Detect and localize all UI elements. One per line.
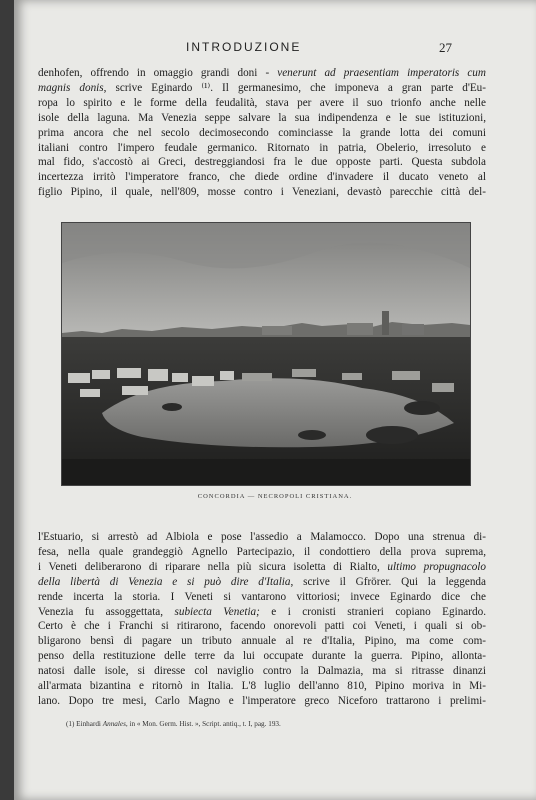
text-line: ropa lo spirito e le forme della feudalità, stava per avere il suo trionfo anche nelle — [38, 96, 486, 109]
text-line: lano. Dopo tre mesi, Carlo Magno e l'imperatore greco Niceforo trattarono i prelimi- — [38, 694, 486, 707]
text-line: all'armata bizantina e ritornò in Italia. L'8 luglio dell'anno 810, Pipino moriva in Mi- — [38, 680, 486, 693]
text-line: mal fido, s'accostò ai Greci, destreggiandosi fra le due opposte parti. Questa subdola — [38, 156, 486, 169]
paragraph-top — [38, 66, 486, 200]
text-line: i Veneti deliberarono di riparare nella più sicura isoletta di Rialto, ultimo propugnacolo — [38, 560, 486, 573]
photograph-image — [62, 223, 470, 485]
text-line: bligarono bensì di pagare un tributo annuale al re d'Italia, Pipino, ma come com- — [38, 635, 486, 648]
text-line: figlio Pipino, il quale, nell'809, mosse contro i Veneziani, devastò parecchie città del- — [38, 186, 486, 199]
text-line: denhofen, offrendo in omaggio grandi doni - venerunt ad praesentiam imperatoris cum — [38, 67, 486, 79]
text-line: Venezia fu assoggettata, subiecta Venetia; e i cronisti stranieri copiano Eginardo. — [38, 605, 486, 618]
text-line: incertezza irritò l'imperatore franco, che diede ordine d'invadere il ducato veneto al — [38, 171, 486, 184]
book-page — [14, 0, 536, 800]
paragraph-bottom — [38, 530, 486, 709]
text-line: natosi dalle isole, si diresse col naviglio contro la Dalmazia, ma si ritrasse dinanzi — [38, 665, 486, 678]
text-line: fesa, nella quale grandeggiò Agnello Partecipazio, il condottiero della prova suprema, — [38, 545, 486, 558]
text-line: Certo è che i Franchi si ritirarono, facendo onorevoli patti coi Veneti, i quali si ob- — [38, 620, 486, 633]
figure-caption: CONCORDIA — NECROPOLI CRISTIANA. — [197, 493, 353, 500]
page-number: 27 — [439, 40, 452, 55]
text-line: magnis donis, scrive Eginardo ⁽¹⁾. Il germanesimo, che imponeva a gran parte d'Eu- — [38, 81, 486, 94]
text-line: rende incerta la storia. I Veneti si vantarono vittoriosi; invece Eginardo dice che — [38, 590, 486, 603]
text-line: prima ancora che nel secolo decimosecondo cominciasse la grande lotta dei comuni — [38, 126, 486, 139]
necropolis-photograph — [61, 222, 471, 486]
text-line: l'Estuario, si arrestò ad Albiola e pose l'assedio a Malamocco. Dopo una strenua di- — [38, 531, 486, 543]
running-header — [14, 40, 536, 58]
text-line: isole della laguna. Ma Venezia seppe salvare la sua indipendenza e le sue istituzioni, — [38, 111, 486, 124]
text-line: italiani contro l'impero feudale germanico. Ritornato in patria, Obelerio, irresoluto e — [38, 141, 486, 154]
footnote: (1) Einhardi Annales, in « Mon. Germ. Hist. », Script. antiq., t. I, pag. 193. — [66, 720, 281, 728]
text-line: penso della restituzione delle terre da lui occupate durante la guerra. Pipino, allonta- — [38, 650, 486, 663]
text-line: della libertà di Venezia e si può dire d'Italia, scrive il Gfrörer. Qui la leggenda — [38, 575, 486, 588]
running-title: INTRODUZIONE — [186, 40, 302, 54]
